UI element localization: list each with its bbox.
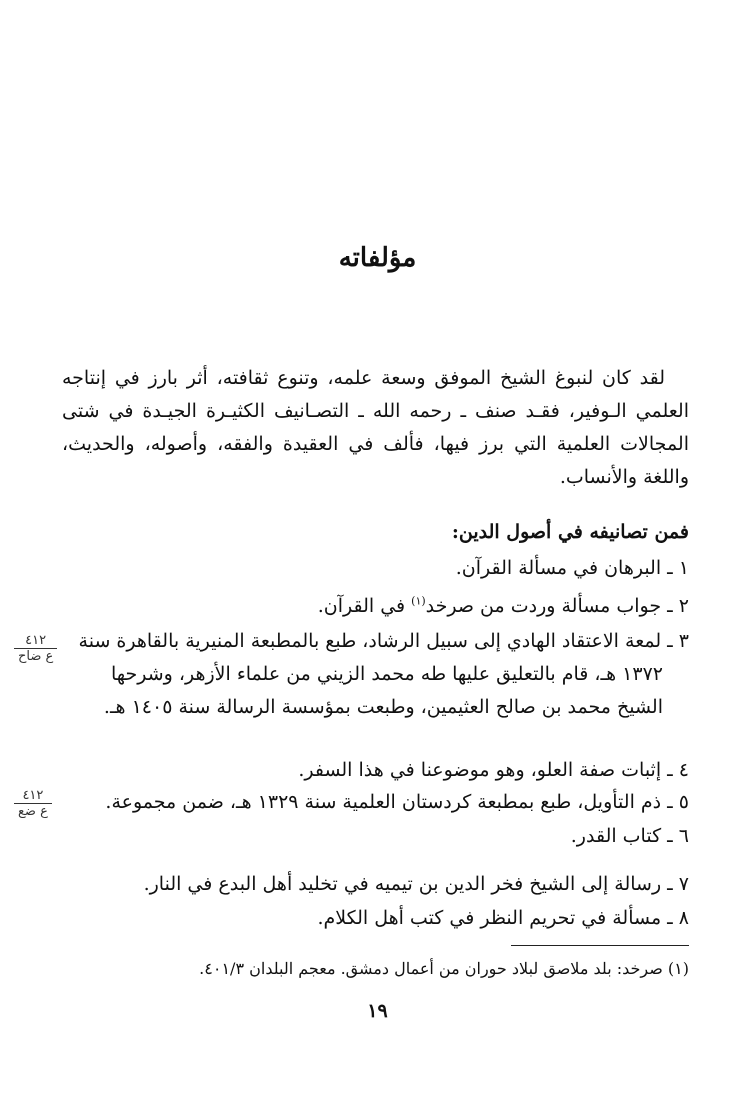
list-item: ٧ ـ رسالة إلى الشيخ فخر الدين بن تيميه في تخليد أهل البدع في النار.	[143, 873, 689, 895]
footnote: (١) صرخد: بلد ملاصق لبلاد حوران من أعمال دمشق. معجم البلدان ٤٠١/٣.	[199, 959, 689, 978]
list-item: ١ ـ البرهان في مسألة القرآن.	[455, 557, 689, 579]
footnote-reference[interactable]: (١)	[411, 594, 426, 608]
margin-note-top: ٤١٢	[14, 788, 52, 804]
section-heading: فمن تصانيفه في أصول الدين:	[451, 521, 689, 543]
work-list-item-1	[62, 552, 689, 585]
page-number: ١٩	[367, 1000, 388, 1022]
work-list-item-3	[62, 625, 689, 724]
work-list-item-7	[62, 868, 689, 901]
list-item	[62, 590, 689, 623]
margin-note-top: ٤١٢	[14, 633, 57, 649]
intro-text: لقد كان لنبوغ الشيخ الموفق وسعة علمه، وتنوع ثقافته، أثر بارز في إنتاجه العلمي الـوفير، فقـد صنف ـ رحمه الله ـ التصـانيف الكثيـرة الجيـدة في شتى المجالات العلمية التي برز فيها، فألف في العقيدة والفقه، وأصوله، والحديث، واللغة والأنساب.	[62, 367, 689, 488]
work-list-item-8	[62, 902, 689, 935]
handwritten-margin-note	[14, 788, 52, 819]
list-item	[62, 625, 689, 724]
margin-note-bottom: ع ضع	[18, 804, 48, 819]
intro-paragraph	[62, 362, 689, 494]
item-line-3: الشيخ محمد بن صالح العثيمين، وطبعت بمؤسسة الرسالة سنة ١٤٠٥ هـ.	[103, 696, 663, 718]
list-item: ٦ ـ كتاب القدر.	[570, 825, 689, 847]
work-list-item-5	[62, 786, 689, 819]
work-list-item-4	[62, 754, 689, 787]
item-line-1: ٣ ـ لمعة الاعتقاد الهادي إلى سبيل الرشاد، طبع بالمطبعة المنيرية بالقاهرة سنة	[78, 630, 689, 652]
list-item: ٨ ـ مسألة في تحريم النظر في كتب أهل الكلام.	[317, 907, 689, 929]
list-item: ٤ ـ إثبات صفة العلو، وهو موضوعنا في هذا السفر.	[298, 759, 689, 781]
margin-note-bottom: ع ضاح	[18, 649, 54, 664]
footnote-divider	[511, 945, 689, 946]
work-list-item-6	[62, 820, 689, 853]
list-item: ٥ ـ ذم التأويل، طبع بمطبعة كردستان العلمية سنة ١٣٢٩ هـ، ضمن مجموعة.	[105, 791, 689, 813]
item-text-after: في القرآن.	[317, 595, 412, 617]
item-text-before: ٢ ـ جواب مسألة وردت من صرخد	[425, 595, 689, 617]
item-line-2: ١٣٧٢ هـ، قام بالتعليق عليها طه محمد الزيني من علماء الأزهر، وشرحها	[110, 663, 663, 685]
handwritten-margin-note	[14, 633, 57, 664]
page-title: مؤلفاته	[338, 243, 417, 273]
work-list-item-2	[62, 590, 689, 623]
